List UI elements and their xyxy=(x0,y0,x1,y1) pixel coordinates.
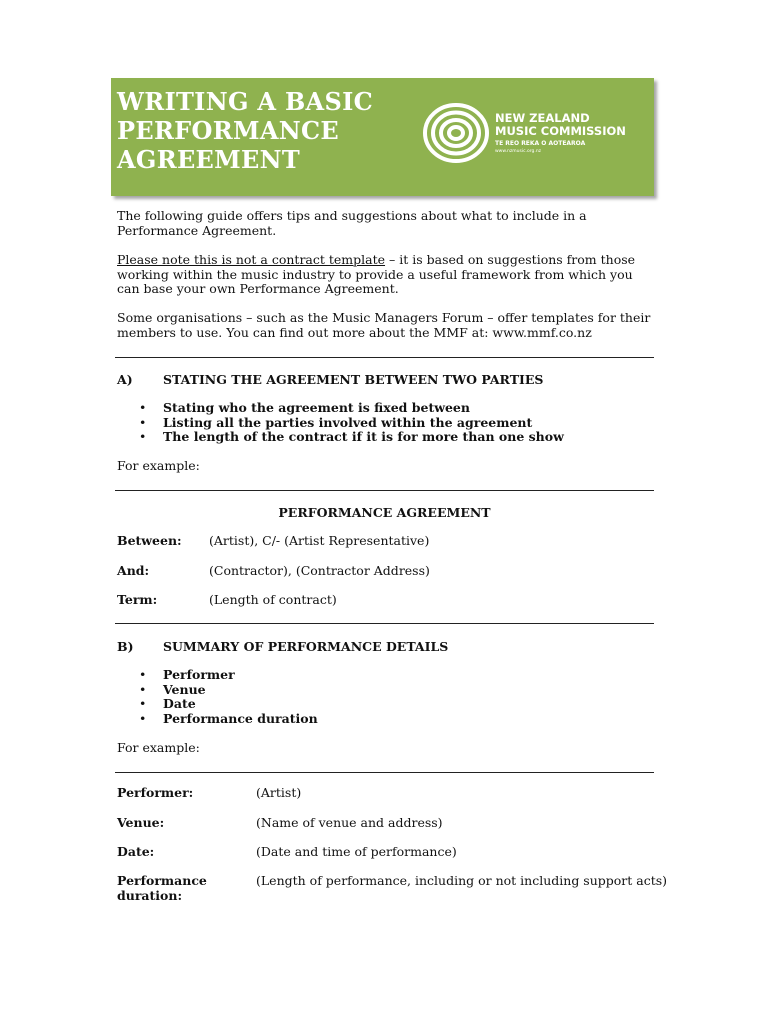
document-title xyxy=(117,87,373,174)
divider xyxy=(115,772,654,773)
date-label: Date: xyxy=(117,844,155,859)
bullet-icon: • xyxy=(139,400,147,415)
section-b-for-example: For example: xyxy=(117,740,200,755)
header-banner xyxy=(111,78,654,196)
and-value: (Contractor), (Contractor Address) xyxy=(209,563,430,578)
divider xyxy=(115,623,654,624)
term-value: (Length of contract) xyxy=(209,592,337,607)
logo-line-3: TE REO REKA O AOTEAROA xyxy=(495,140,586,147)
performance-agreement-title: PERFORMANCE AGREEMENT xyxy=(278,505,491,520)
bullet-icon: • xyxy=(139,429,147,445)
divider xyxy=(115,357,654,358)
intro-paragraph-3: Some organisations – such as the Music Managers Forum – offer templates for their members to use. You can find out more about the MMF at: www.mmf.co.nz xyxy=(117,310,651,340)
logo-line-1: NEW ZEALAND xyxy=(495,111,590,125)
section-a-heading xyxy=(117,372,543,387)
section-b-title: SUMMARY OF PERFORMANCE DETAILS xyxy=(163,639,449,654)
section-a-for-example: For example: xyxy=(117,458,200,473)
performer-label: Performer: xyxy=(117,785,194,800)
section-a-title: STATING THE AGREEMENT BETWEEN TWO PARTIES xyxy=(163,372,544,387)
performer-value: (Artist) xyxy=(256,785,302,800)
title-line-2: PERFORMANCE xyxy=(117,116,339,145)
bullet-icon: • xyxy=(139,696,147,712)
list-item: • Venue xyxy=(139,681,206,697)
performance-duration-value: (Length of performance, including or not including support acts) xyxy=(256,873,668,888)
bullet-icon: • xyxy=(139,414,147,430)
intro-paragraph-1: The following guide offers tips and suggestions about what to include in a Performance Agreement. xyxy=(117,208,587,238)
between-label: Between: xyxy=(117,533,182,548)
venue-value: (Name of venue and address) xyxy=(256,815,443,830)
list-item: • The length of the contract if it is for more than one show xyxy=(139,429,564,445)
list-item: • Listing all the parties involved within the agreement xyxy=(139,414,533,430)
intro-paragraph-2 xyxy=(117,253,657,297)
bullet-icon: • xyxy=(139,681,147,697)
section-b-heading xyxy=(117,639,448,654)
section-b-letter: B) xyxy=(117,639,134,654)
between-value: (Artist), C/- (Artist Representative) xyxy=(209,533,430,548)
performance-duration-label: Performance duration: xyxy=(117,873,207,903)
date-value: (Date and time of performance) xyxy=(256,844,457,859)
section-b-bullet-list xyxy=(139,668,318,726)
section-a-bullet-list xyxy=(139,401,564,445)
list-item: • Stating who the agreement is fixed between xyxy=(139,400,470,415)
bullet-icon: • xyxy=(139,667,147,682)
list-item: • Performer xyxy=(139,667,235,682)
logo-line-2: MUSIC COMMISSION xyxy=(495,124,626,138)
title-line-1: WRITING A BASIC xyxy=(117,87,374,116)
title-line-3: AGREEMENT xyxy=(117,145,301,174)
nzmc-logo-icon xyxy=(423,103,489,163)
venue-label: Venue: xyxy=(117,815,165,830)
nzmc-logo-text xyxy=(495,112,626,155)
contract-note-underlined: Please note this is not a contract template xyxy=(117,252,386,267)
logo-line-4: www.nzmusic.org.nz xyxy=(495,149,542,154)
and-label: And: xyxy=(117,563,150,578)
contract-note-rest: – it is based on suggestions from those working within the music industry to provide a useful framework from which you can base your own Performance Agreement. xyxy=(117,252,636,297)
bullet-icon: • xyxy=(139,710,147,726)
list-item: • Performance duration xyxy=(139,710,318,726)
section-a-letter: A) xyxy=(117,372,133,387)
term-label: Term: xyxy=(117,592,158,607)
list-item: • Date xyxy=(139,696,196,712)
divider xyxy=(115,490,654,491)
